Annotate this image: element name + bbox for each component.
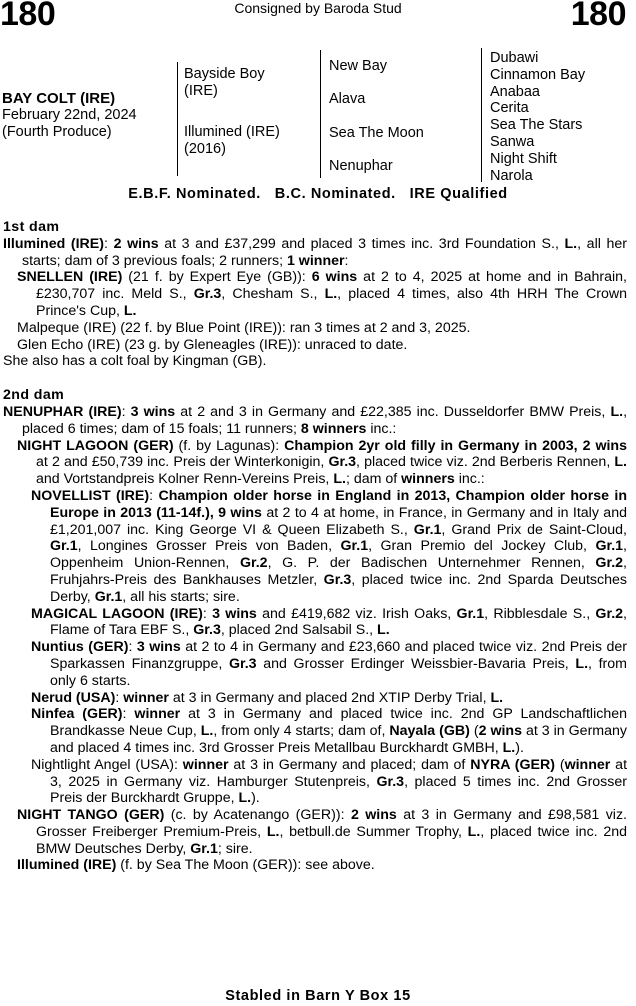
horse-description: BAY COLT (IRE) xyxy=(2,90,116,107)
produce-entry: Nerud (USA): winner at 3 in Germany and placed 2nd XTIP Derby Trial, L. xyxy=(31,689,504,706)
produce-note: (Fourth Produce) xyxy=(2,124,112,140)
horse-header xyxy=(2,90,137,141)
produce-entry: NOVELLIST (IRE): Champion older horse in England in 2013, Champion older horse in Europe in 2013 (11-14f.), 9 wins at 2 to 4 at home, in France, in Germany and in Italy and £1,201,007 inc. King George VI & Queen Elizabeth S., Gr.1, Grand Prix de Saint-Cloud, Gr.1, Longines Grosser Preis von Baden, Gr.1, Gran Premio del Jockey Club, Gr.1, Oppenheim Union-Rennen, Gr.2, G. P. der Badischen Unternehmer Rennen, Gr.2, Fruhjahrs-Preis des Bankhauses Metzler, Gr.3, placed twice inc. 2nd Sparda Deutsches Derby, Gr.1, all his starts; sire. xyxy=(31,487,628,605)
produce-entry: MAGICAL LAGOON (IRE): 3 wins and £419,682 viz. Irish Oaks, Gr.1, Ribblesdale S., Gr.2, Flame of Tara EBF S., Gr.3, placed 2nd Salsabil S., L. xyxy=(31,605,627,639)
produce-entry: Nuntius (GER): 3 wins at 2 to 4 in Germany and £23,660 and placed twice viz. 2nd Preis der Sparkassen Finanzgruppe, Gr.3 and Grosser Erdinger Weissbier-Bavaria Preis, L., from only 6 starts. xyxy=(31,639,627,689)
sire xyxy=(184,66,265,100)
produce-entry: NIGHT TANGO (GER) (c. by Acatenango (GER)): 2 wins at 3 in Germany and £98,581 viz. Grosser Freiberger Premium-Preis, L., betbull.de Summer Trophy, L., placed twice inc. 2nd BMW Deutsches Derby, Gr.1; sire. xyxy=(17,807,627,857)
sire-origin: (IRE) xyxy=(184,83,218,99)
produce-entry: Malpeque (IRE) (22 f. by Blue Point (IRE)): ran 3 times at 2 and 3, 2025. xyxy=(17,319,471,336)
produce-entry: SNELLEN (IRE) (21 f. by Expert Eye (GB)): 6 wins at 2 to 4, 2025 at home and in Bahrain, £230,707 inc. Meld S., Gr.3, Chesham S., L., placed 4 times, also 4th HRH The Crown Prince's Cup, L. xyxy=(17,269,627,319)
stabling-info: Stabled in Barn Y Box 15 xyxy=(225,988,411,1004)
first-dam-entry: Illumined (IRE): 2 wins at 3 and £37,299 and placed 3 times inc. 3rd Foundation S., L., all her starts; dam of 3 previous foals; 2 runners; 1 winner: xyxy=(3,235,628,269)
produce-note: She also has a colt foal by Kingman (GB). xyxy=(3,353,267,370)
g3-ancestor: Anabaa xyxy=(490,83,540,100)
nominations: E.B.F. Nominated. B.C. Nominated. IRE Qualified xyxy=(128,186,508,202)
dam-sire: Sea The Moon xyxy=(329,125,424,141)
dam-year: (2016) xyxy=(184,141,226,157)
g3-ancestor: Cerita xyxy=(490,100,529,117)
second-dam-entry: NENUPHAR (IRE): 3 wins at 2 and 3 in Germany and £22,385 inc. Dusseldorfer BMW Preis, L., placed 6 times; dam of 15 foals; 11 runners; 8 winners inc.: xyxy=(3,403,628,437)
catalogue-page-body xyxy=(3,219,627,874)
dam-dam: Nenuphar xyxy=(329,158,393,174)
sire-name: Bayside Boy xyxy=(184,66,265,82)
dam xyxy=(184,124,280,158)
lot-number-left: 180 xyxy=(0,0,56,33)
produce-entry: Glen Echo (IRE) (23 g. by Gleneagles (IRE)): unraced to date. xyxy=(17,336,408,353)
g3-ancestor: Cinnamon Bay xyxy=(490,66,586,83)
produce-entry: Ninfea (GER): winner at 3 in Germany and placed twice inc. 2nd GP Landschaftlichen Brandkasse Neue Cup, L., from only 4 starts; dam of, Nayala (GB) (2 wins at 3 in Germany and placed 4 times inc. 3rd Grosser Preis Metallbau Burckhardt GMBH, L.). xyxy=(31,706,628,756)
foaling-date: February 22nd, 2024 xyxy=(2,107,137,123)
produce-entry: NIGHT LAGOON (GER) (f. by Lagunas): Champion 2yr old filly in Germany in 2003, 2 wins at 2 and £50,739 inc. Preis der Winterkonigin, Gr.3, placed twice viz. 2nd Berberis Rennen, L. and Vortstandpreis Kolner Renn-Vereins Preis, L.; dam of winners inc.: xyxy=(17,437,627,488)
g3-ancestor: Night Shift xyxy=(490,150,557,167)
sire-dam: Alava xyxy=(329,91,366,107)
sire-sire: New Bay xyxy=(329,58,388,74)
second-dam-heading: 2nd dam xyxy=(3,387,65,404)
third-generation xyxy=(490,50,585,184)
dam-name: Illumined (IRE) xyxy=(184,124,280,140)
consignor: Consigned by Baroda Stud xyxy=(234,0,402,16)
pedigree-bracket-3 xyxy=(481,48,482,182)
produce-entry: Nightlight Angel (USA): winner at 3 in Germany and placed; dam of NYRA (GER) (winner at 3, 2025 in Germany viz. Hamburger Stutenpreis, Gr.3, placed 5 times inc. 2nd Grosser Preis der Burckhardt Gruppe, L.). xyxy=(31,756,628,807)
g3-ancestor: Sanwa xyxy=(490,133,535,150)
g3-ancestor: Sea The Stars xyxy=(490,117,583,134)
pedigree-bracket-1 xyxy=(177,62,178,176)
produce-entry: Illumined (IRE) (f. by Sea The Moon (GER)): see above. xyxy=(17,857,375,874)
g3-ancestor: Narola xyxy=(490,167,533,184)
pedigree-bracket-2 xyxy=(320,50,321,178)
g3-ancestor: Dubawi xyxy=(490,50,539,66)
lot-number-right: 180 xyxy=(570,0,626,33)
first-dam-heading: 1st dam xyxy=(3,219,60,235)
